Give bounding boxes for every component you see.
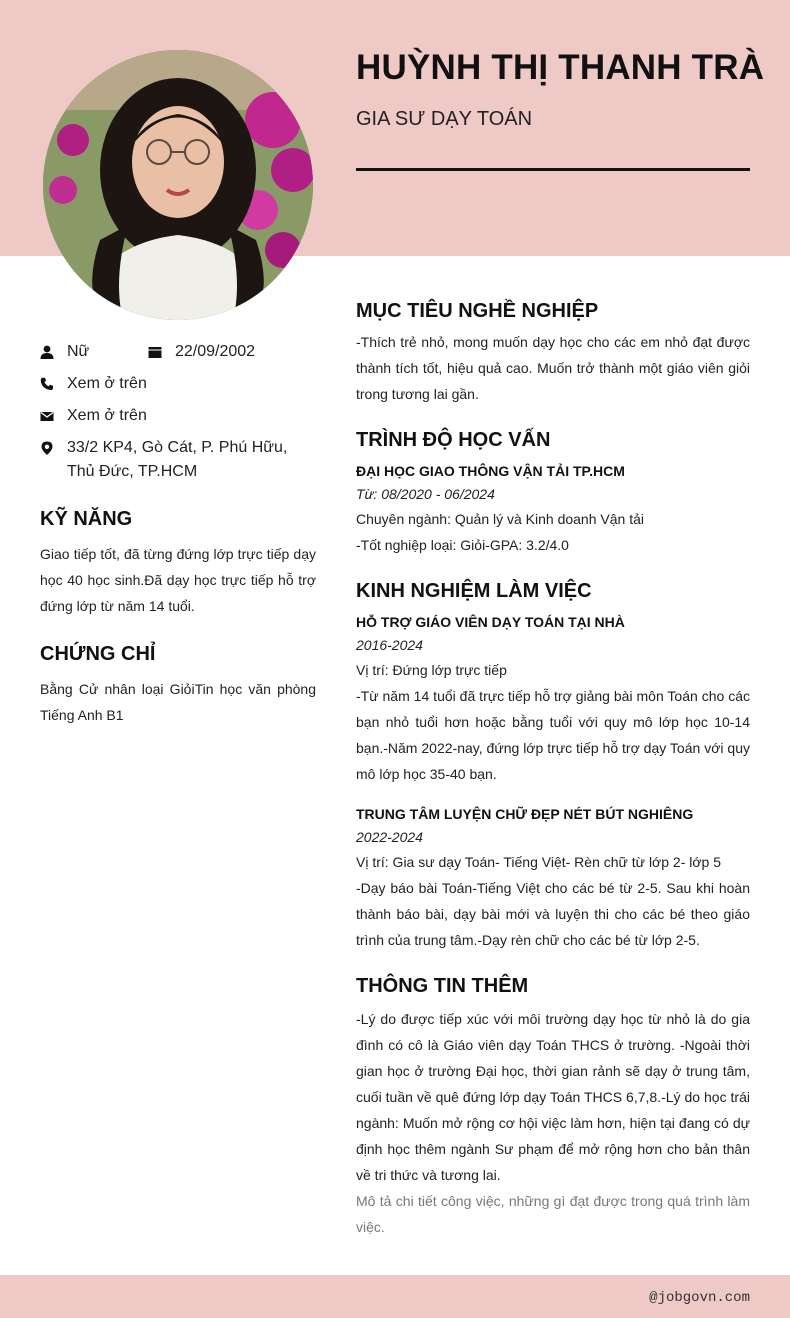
experience-title: HỖ TRỢ GIÁO VIÊN DẠY TOÁN TẠI NHÀ xyxy=(356,614,625,630)
additional-info-heading: THÔNG TIN THÊM xyxy=(356,975,529,997)
address-row xyxy=(40,436,316,484)
experience-period: 2022-2024 xyxy=(356,829,423,845)
objective-text: -Thích trẻ nhỏ, mong muốn dạy học cho các em nhỏ đạt được thành tích tốt, hiệu quả cao. Muốn trở thành một giáo viên giỏi trong tương lai gần. xyxy=(356,334,750,402)
phone-row xyxy=(40,372,316,396)
candidate-name: HUỲNH THỊ THANH TRÀ xyxy=(356,48,765,87)
birthdate-value: 22/09/2002 xyxy=(175,343,256,360)
job-title: GIA SƯ DẠY TOÁN xyxy=(356,108,533,130)
experience-item xyxy=(356,611,750,787)
birthdate-item xyxy=(148,340,255,364)
experience-title: TRUNG TÂM LUYỆN CHỮ ĐẸP NÉT BÚT NGHIÊNG xyxy=(356,806,694,822)
title-divider xyxy=(356,168,750,171)
objective-heading: MỤC TIÊU NGHỀ NGHIỆP xyxy=(356,300,599,322)
gender-item xyxy=(40,340,148,364)
phone-value: Xem ở trên xyxy=(67,375,147,392)
experience-position: Vị trí: Đứng lớp trực tiếp xyxy=(356,662,507,678)
additional-info-text: -Lý do được tiếp xúc với môi trường dạy học từ nhỏ là do gia đình có cô là Giáo viên dạy Toán THCS ở trường. -Ngoài thời gian học ở trường Đại học, thời gian rảnh sẽ dạy ở trung tâm, cuối tuần về quê đứng lớp dạy Toán THCS 6,7,8.-Lý do học trái ngành: Muốn mở rộng cơ hội việc làm hơn, hiện tại đang có dự định học thêm ngành Sư phạm để mở rộng hơn cho bản thân về tri thức và tương lai. xyxy=(356,1011,750,1183)
envelope-icon xyxy=(40,409,54,423)
education-school: ĐẠI HỌC GIAO THÔNG VẬN TẢI TP.HCM xyxy=(356,463,625,479)
experience-description: -Từ năm 14 tuổi đã trực tiếp hỗ trợ giảng bài môn Toán cho các bạn nhỏ tuổi hơn hoặc bằng tuổi với quy mô lớp học 10-14 bạn.-Năm 2022-nay, đứng lớp trực tiếp hỗ trợ dạy Toán với quy mô lớp học 35-40 bạn. xyxy=(356,688,750,782)
profile-photo xyxy=(43,50,313,320)
gender-birthdate-row xyxy=(40,340,316,364)
skills-heading: KỸ NĂNG xyxy=(40,508,133,530)
additional-info-placeholder: Mô tả chi tiết công việc, những gì đạt được trong quá trình làm việc. xyxy=(356,1193,750,1235)
experience-heading: KINH NGHIỆM LÀM VIỆC xyxy=(356,580,592,602)
location-pin-icon xyxy=(40,441,54,455)
experience-item xyxy=(356,803,750,953)
education-major: Chuyên ngành: Quản lý và Kinh doanh Vận tải xyxy=(356,511,644,527)
calendar-icon xyxy=(148,345,162,359)
email-value: Xem ở trên xyxy=(67,407,147,424)
phone-icon xyxy=(40,377,54,391)
email-row xyxy=(40,404,316,428)
footer-watermark: @jobgovn.com xyxy=(649,1290,750,1306)
left-column xyxy=(40,340,316,728)
address-value: 33/2 KP4, Gò Cát, P. Phú Hữu, Thủ Đức, TP.HCM xyxy=(67,439,288,480)
education-grade: -Tốt nghiệp loại: Giỏi-GPA: 3.2/4.0 xyxy=(356,537,569,553)
education-heading: TRÌNH ĐỘ HỌC VẤN xyxy=(356,429,551,451)
gender-value: Nữ xyxy=(67,343,90,360)
experience-period: 2016-2024 xyxy=(356,637,423,653)
right-column xyxy=(356,300,750,1240)
education-period: Từ: 08/2020 - 06/2024 xyxy=(356,486,495,502)
experience-description: -Dạy báo bài Toán-Tiếng Việt cho các bé từ 2-5. Sau khi hoàn thành báo bài, dạy bài mới và luyện thi cho các bé theo giáo trình của trung tâm.-Dạy rèn chữ cho các bé từ lớp 2-5. xyxy=(356,880,750,948)
profile-photo-illustration xyxy=(43,50,313,320)
person-icon xyxy=(40,345,54,359)
skills-text: Giao tiếp tốt, đã từng đứng lớp trực tiếp dạy học 40 học sinh.Đã dạy học trực tiếp hỗ trợ đứng lớp từ năm 14 tuổi. xyxy=(40,546,316,614)
certificates-heading: CHỨNG CHỈ xyxy=(40,643,156,665)
experience-position: Vị trí: Gia sư dạy Toán- Tiếng Việt- Rèn chữ từ lớp 2- lớp 5 xyxy=(356,854,722,870)
certificates-text: Bằng Cử nhân loại GiỏiTin học văn phòng Tiếng Anh B1 xyxy=(40,681,316,723)
